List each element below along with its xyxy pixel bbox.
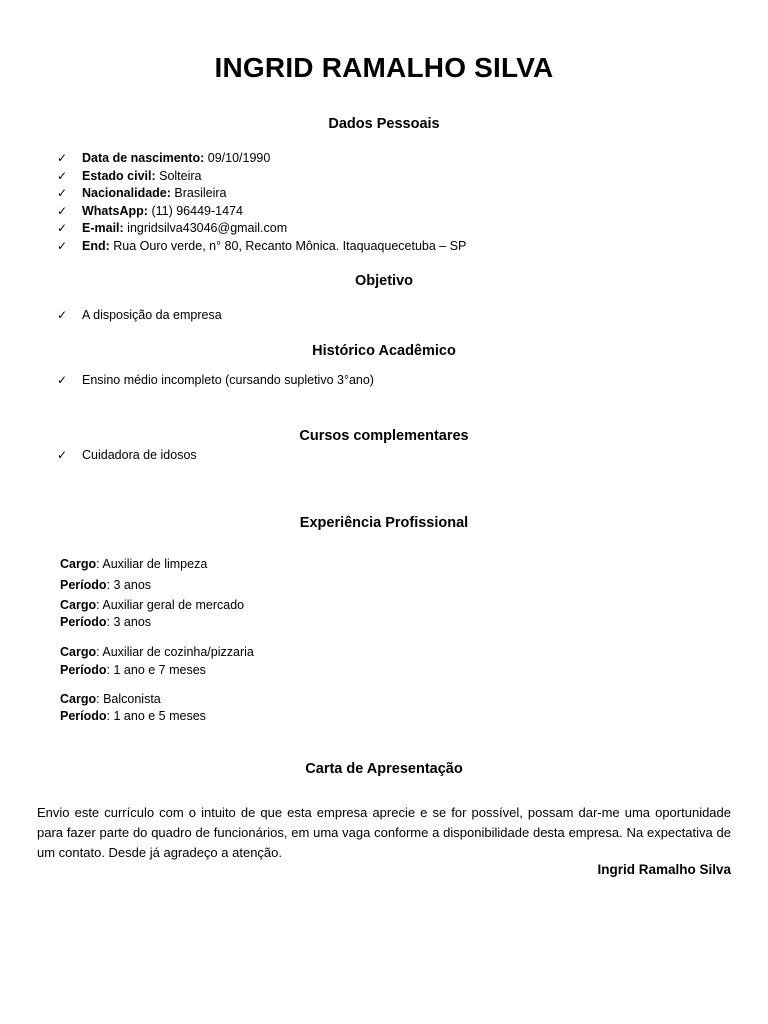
checkmark-icon: ✓ — [57, 448, 68, 462]
experience-role: Cargo: Auxiliar de limpeza — [60, 557, 208, 571]
checkmark-icon: ✓ — [57, 238, 68, 253]
checkmark-icon: ✓ — [57, 373, 68, 387]
checkmark-icon: ✓ — [57, 203, 68, 218]
experience-period: Período: 1 ano e 5 meses — [60, 709, 206, 723]
list-item: ✓ WhatsApp: (11) 96449-1474 — [56, 203, 466, 221]
list-item: ✓ Nacionalidade: Brasileira — [56, 185, 466, 203]
courses-list — [56, 447, 197, 465]
objective-list — [56, 307, 222, 325]
experience-period: Período: 3 anos — [60, 615, 152, 629]
checkmark-icon: ✓ — [57, 221, 68, 236]
section-title-personal: Dados Pessoais — [328, 116, 440, 132]
section-title-letter: Carta de Apresentação — [305, 761, 463, 777]
list-item: ✓ Cuidadora de idosos — [56, 447, 197, 465]
list-item: ✓ End: Rua Ouro verde, n° 80, Recanto Mônica. Itaquaquecetuba – SP — [56, 238, 466, 256]
list-item: ✓ E-mail: ingridsilva43046@gmail.com — [56, 220, 466, 238]
checkmark-icon: ✓ — [57, 168, 68, 183]
section-title-academic: Histórico Acadêmico — [312, 343, 456, 359]
list-item: ✓ Ensino médio incompleto (cursando supletivo 3°ano) — [56, 372, 374, 390]
academic-list — [56, 372, 374, 390]
section-title-courses: Cursos complementares — [299, 428, 469, 444]
list-item: ✓ Estado civil: Solteira — [56, 168, 466, 186]
experience-role: Cargo: Auxiliar de cozinha/pizzaria — [60, 645, 254, 659]
cover-letter-body: Envio este currículo com o intuito de que esta empresa aprecie e se for possível, possam dar-me uma oportunidade para fazer parte do quadro de funcionários, em uma vaga conforme a disponibilidade desta empresa. Na expectativa de um contato. Desde já agradeço a atenção. — [37, 805, 731, 860]
section-title-objective: Objetivo — [354, 273, 413, 289]
experience-role: Cargo: Balconista — [60, 692, 161, 706]
section-title-experience: Experiência Profissional — [299, 515, 469, 531]
checkmark-icon: ✓ — [57, 308, 68, 322]
experience-period: Período: 3 anos — [60, 578, 152, 592]
list-item: ✓ Data de nascimento: 09/10/1990 — [56, 150, 466, 168]
list-item: ✓ A disposição da empresa — [56, 307, 222, 325]
resume-name: INGRID RAMALHO SILVA — [214, 52, 554, 83]
checkmark-icon: ✓ — [57, 186, 68, 201]
checkmark-icon: ✓ — [57, 151, 68, 165]
personal-data-list — [56, 150, 466, 256]
experience-period: Período: 1 ano e 7 meses — [60, 663, 206, 677]
experience-role: Cargo: Auxiliar geral de mercado — [60, 598, 245, 612]
signature-name: Ingrid Ramalho Silva — [597, 862, 731, 877]
